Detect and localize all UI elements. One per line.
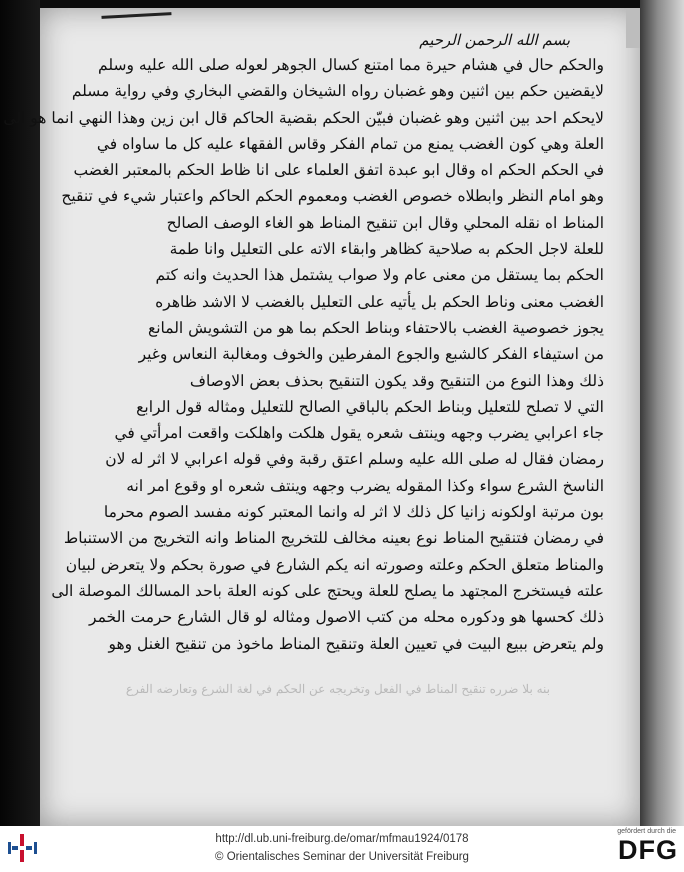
manuscript-line: في الحكم الحكم اه وقال ابو عبدة اتفق العلماء على انا ظاط الحكم بالمعتبر الغضب [73,161,604,180]
basmala: بسم الله الرحمن الرحيم [419,31,570,49]
manuscript-line: وهو امام النظر وابطلاه خصوص الغضب ومعموم الحكم الحاكم واعتبار شيء في تنقيح [61,187,604,206]
manuscript-line: ذلك وهذا النوع من التنقيح وقد يكون التنقيح بحذف بعض الاوصاف [189,371,604,390]
manuscript-line: لايحكم احد بين اثنين وهو غضبان فبيّن الحكم بقضية الحاكم قال ابن زين وهذا النهي انما هو الى [3,108,604,127]
footer [0,826,684,872]
manuscript-line: يجوز خصوصية الغضب بالاحتفاء وبناط الحكم بما هو من التشويش المانع [147,318,604,337]
manuscript-line: الغضب معنى وناط الحكم بل يأتيه على التعليل بالغضب لا الاشد ظاهره [155,292,604,311]
funding-label: gefördert durch die [617,828,676,835]
manuscript-line: ولم يتعرض ببيع البيت في تعيين العلة وتنقيح المناط ماخوذ من تنقيح الغنل وهو [108,634,604,653]
page-corner [626,8,640,48]
manuscript-line: لايقضين حكم بين اثنين وهو غضبان رواه الشيخان والقضي البخاري وفي رواية مسلم [71,82,604,101]
bleed-through-text: بنه بلا ضرره تنقيح المناط في الفعل وتخريجه عن الحكم في لغة الشرع وتعارضه الفرع [125,682,550,696]
manuscript-line: علته فيستخرج المجتهد ما يصلح للعلة ويحتج على كونه العلة باحد المسالك الموصلة الى [51,581,604,600]
manuscript-line: رمضان فقال له صلى الله عليه وسلم اعتق رقبة وفي قوله اعرابي لا اثر له لان [105,450,604,469]
manuscript-line: للعلة لاجل الحكم به صلاحية كظاهر وابقاء الاته على التعليل وانا طمة [169,240,604,259]
manuscript-line: والمناط متعلق الحكم وعلته وصورته انه يكم الشارع في صورة بحكم ولا يتعرض لبيان [65,555,604,574]
manuscript-line: العلة وهي كون الغضب يمنع من تمام الفكر وقاس الفقهاء عليه كل ما ساواه في [96,134,604,153]
manuscript-line: ذلك كحسها هو ودكوره محله من كتب الاصول ومثاله لو قال الشارع حرمت الخمر [89,608,604,627]
manuscript-text [3,28,604,657]
manuscript-line: التي لا تصلح للتعليل وبناط الحكم بالباقي الصالح للتعليل ومثاله قول الرابع [136,397,604,416]
manuscript-line: الناسخ الشرع سواء وكذا المقوله يضرب وجهه وينتف شعره او وقوع امر انه [126,476,604,495]
manuscript-line: جاء اعرابي يضرب وجهه وينتف شعره يقول هلكت واهلكت واقعت امرأتي في [114,424,604,443]
manuscript-line: الحكم بما يستقل من معنى عام ولا صواب يشتمل هذا الحديث وانه كتم [155,266,604,285]
manuscript-line: المناط اه نقله المحلي وقال ابن تنقيح المناط هو الغاء الوصف الصالح [166,213,604,232]
scan-right-edge [640,0,684,826]
manuscript-line: من استيفاء الفكر كالشبع والجوع المفرطين والخوف ومغالبة النعاس وغير [138,345,604,364]
manuscript-line: في رمضان فتنقيح المناط نوع بعينه مخالف للتخريج المناط وانه التخريج من الاستنباط [63,529,604,548]
source-url[interactable]: http://dl.ub.uni-freiburg.de/omar/mfmau1924/0178 [215,833,469,845]
copyright-notice: © Orientalisches Seminar der Universität Freiburg [215,851,469,863]
manuscript-line: بون مرتبة اولكونه زانيا كل ذلك لا اثر له وانما المعتبر كونه مفسد الصوم محرما [103,503,604,522]
manuscript-lines [3,52,604,657]
funder-name: DFG [618,835,678,865]
dfg-logo-icon [598,828,678,870]
manuscript-line: والحكم حال في هشام حيرة مما امتنع كسال الجوهر لعوله صلى الله عليه وسلم [98,56,604,74]
